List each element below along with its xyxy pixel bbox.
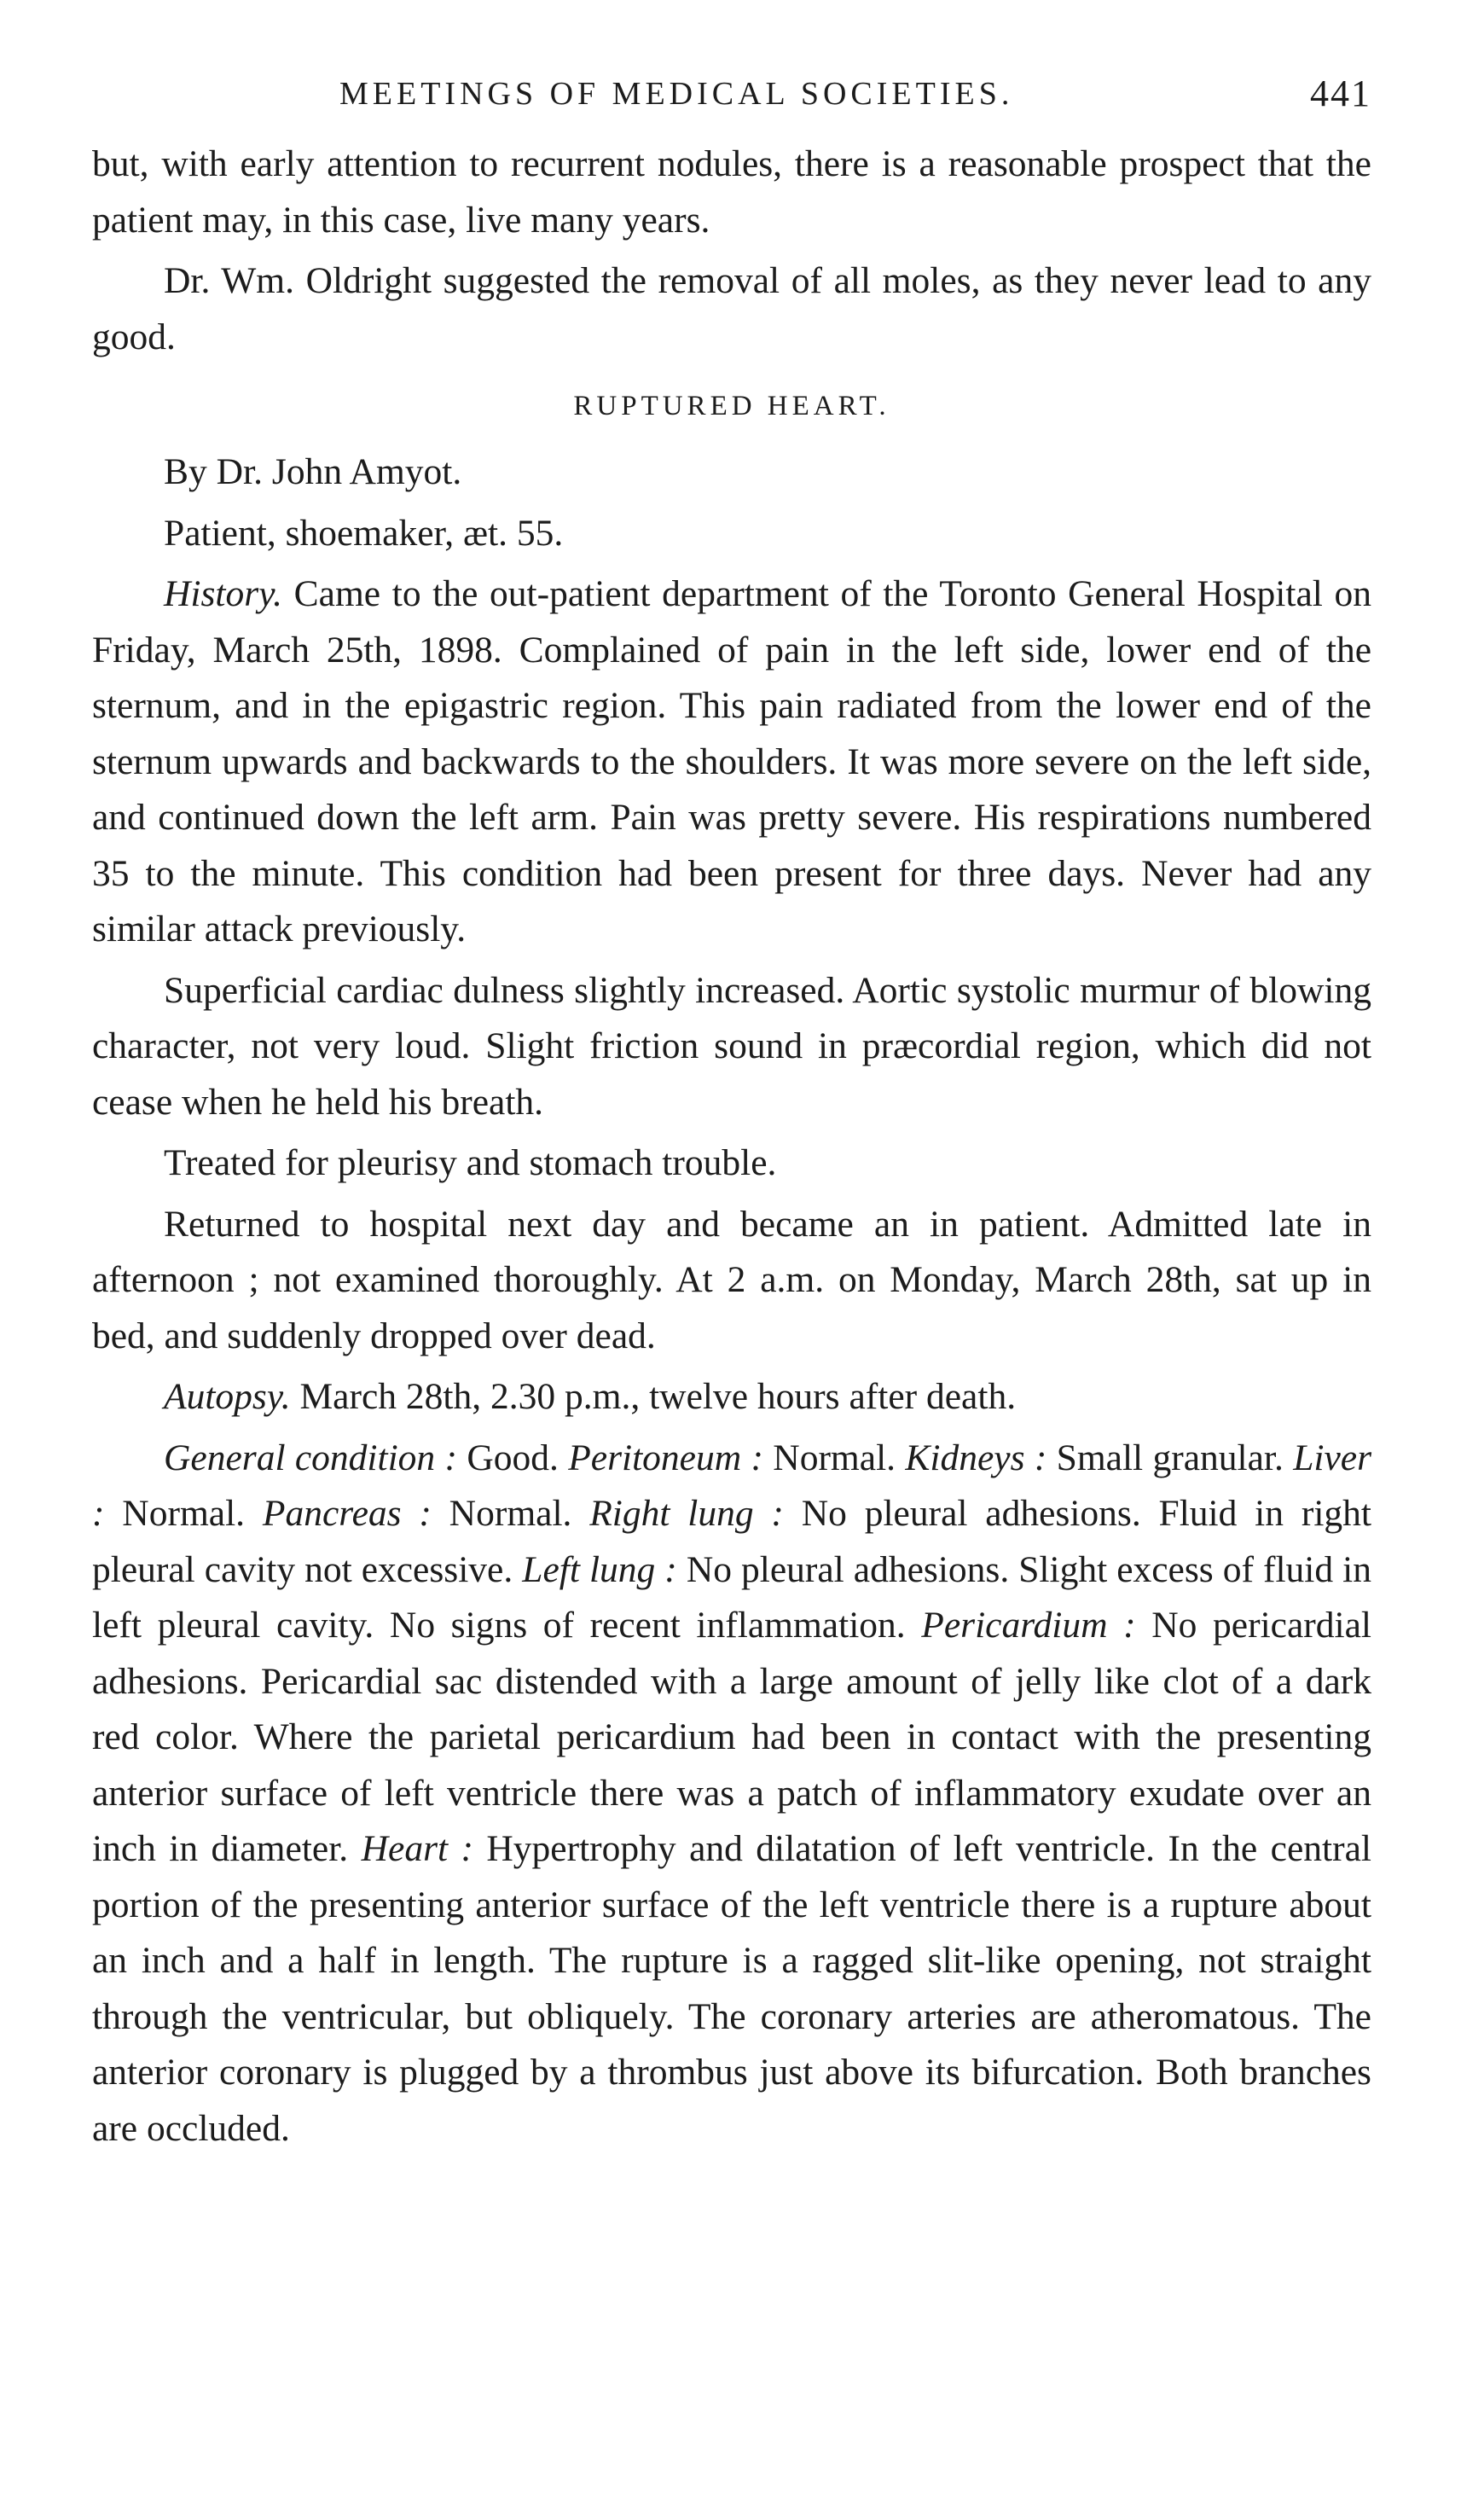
autopsy-label: Autopsy.: [164, 1376, 291, 1417]
heart-text: Hypertrophy and dilatation of left ventricle. In the central portion of the presenting anterior surface of the left ventricle there is a rupture about an inch and a half in length. The rupture is a ragged slit-like opening, not straight through the ventricular, but obliquely. The coronary arteries are atheromatous. The anterior coronary is plugged by a thrombus just above its bifurcation. Both branches are occluded.: [92, 1828, 1371, 2149]
history-paragraph: [92, 566, 1371, 958]
left-lung-text: No pleural adhesions. Slight excess of fluid in left pleural cavity. No signs of recent inflammation.: [92, 1548, 1371, 1646]
peritoneum-label: Peritoneum :: [568, 1437, 763, 1478]
kidneys-label: Kidneys :: [905, 1437, 1047, 1478]
general-label: General condition :: [164, 1437, 457, 1478]
section-heading: RUPTURED HEART.: [573, 391, 890, 421]
right-lung-label: Right lung :: [589, 1493, 784, 1534]
peritoneum-text: Normal.: [762, 1437, 906, 1478]
kidneys-text: Small granular.: [1046, 1437, 1294, 1478]
byline: By Dr. John Amyot.: [164, 451, 462, 492]
pancreas-label: Pancreas :: [262, 1493, 432, 1534]
autopsy-text: March 28th, 2.30 p.m., twelve hours after death.: [290, 1376, 1017, 1417]
liver-label: Liver :: [92, 1437, 1372, 1534]
dulness-paragraph: Superficial cardiac dulness slightly increased. Aortic systolic murmur of blowing character, not very loud. Slight friction sound in præcordial region, which did not cease when he held his breath.: [92, 969, 1371, 1123]
running-head: [92, 68, 1371, 136]
page: [92, 68, 1371, 2162]
returned-paragraph: Returned to hospital next day and became an in patient. Admitted late in afternoon ; not examined thoroughly. At 2 a.m. on Monday, March 28th, sat up in bed, and suddenly dropped over dead.: [92, 1203, 1371, 1356]
paragraph-oldright: Dr. Wm. Oldright suggested the removal of all moles, as they never lead to any good.: [92, 260, 1371, 357]
pancreas-text: Normal.: [431, 1493, 590, 1534]
history-text: Came to the out-patient department of the Toronto General Hospital on Friday, March 25th, 1898. Complained of pain in the left side, lower end of the sternum, and in the epigastric region. This pain radiated from the lower end of the sternum upwards and backwards to the shoulders. It was more severe on the left side, and continued down the left arm. Pain was pretty severe. His respirations numbered 35 to the minute. This condition had been present for three days. Never had any similar attack previously.: [92, 573, 1371, 949]
left-lung-label: Left lung :: [522, 1548, 677, 1590]
page-number: 441: [1310, 73, 1371, 114]
treated-paragraph: Treated for pleurisy and stomach trouble.: [164, 1142, 777, 1183]
general-text: Good.: [457, 1437, 569, 1478]
heart-label: Heart :: [361, 1828, 473, 1869]
pericardium-text: No pericardial adhesions. Pericardial sac distended with a large amount of jelly like clot of a dark red color. Where the parietal pericardium had been in contact with the presenting anterior surface of left ventricle there was a patch of inflammatory exudate over an inch in diameter.: [92, 1605, 1371, 1869]
patient-line: Patient, shoemaker, æt. 55.: [164, 512, 564, 554]
running-title: MEETINGS OF MEDICAL SOCIETIES.: [339, 76, 1014, 112]
pericardium-label: Pericardium :: [921, 1605, 1136, 1646]
liver-text: Normal.: [104, 1493, 263, 1534]
findings-paragraph: [92, 1431, 1371, 2157]
paragraph-continuation: but, with early attention to recurrent nodules, there is a reasonable prospect that the patient may, in this case, live many years.: [92, 143, 1371, 241]
autopsy-paragraph: [92, 1369, 1371, 1425]
right-lung-text: No pleural adhesions. Fluid in right pleural cavity not excessive.: [92, 1493, 1371, 1590]
history-label: History.: [164, 573, 282, 614]
